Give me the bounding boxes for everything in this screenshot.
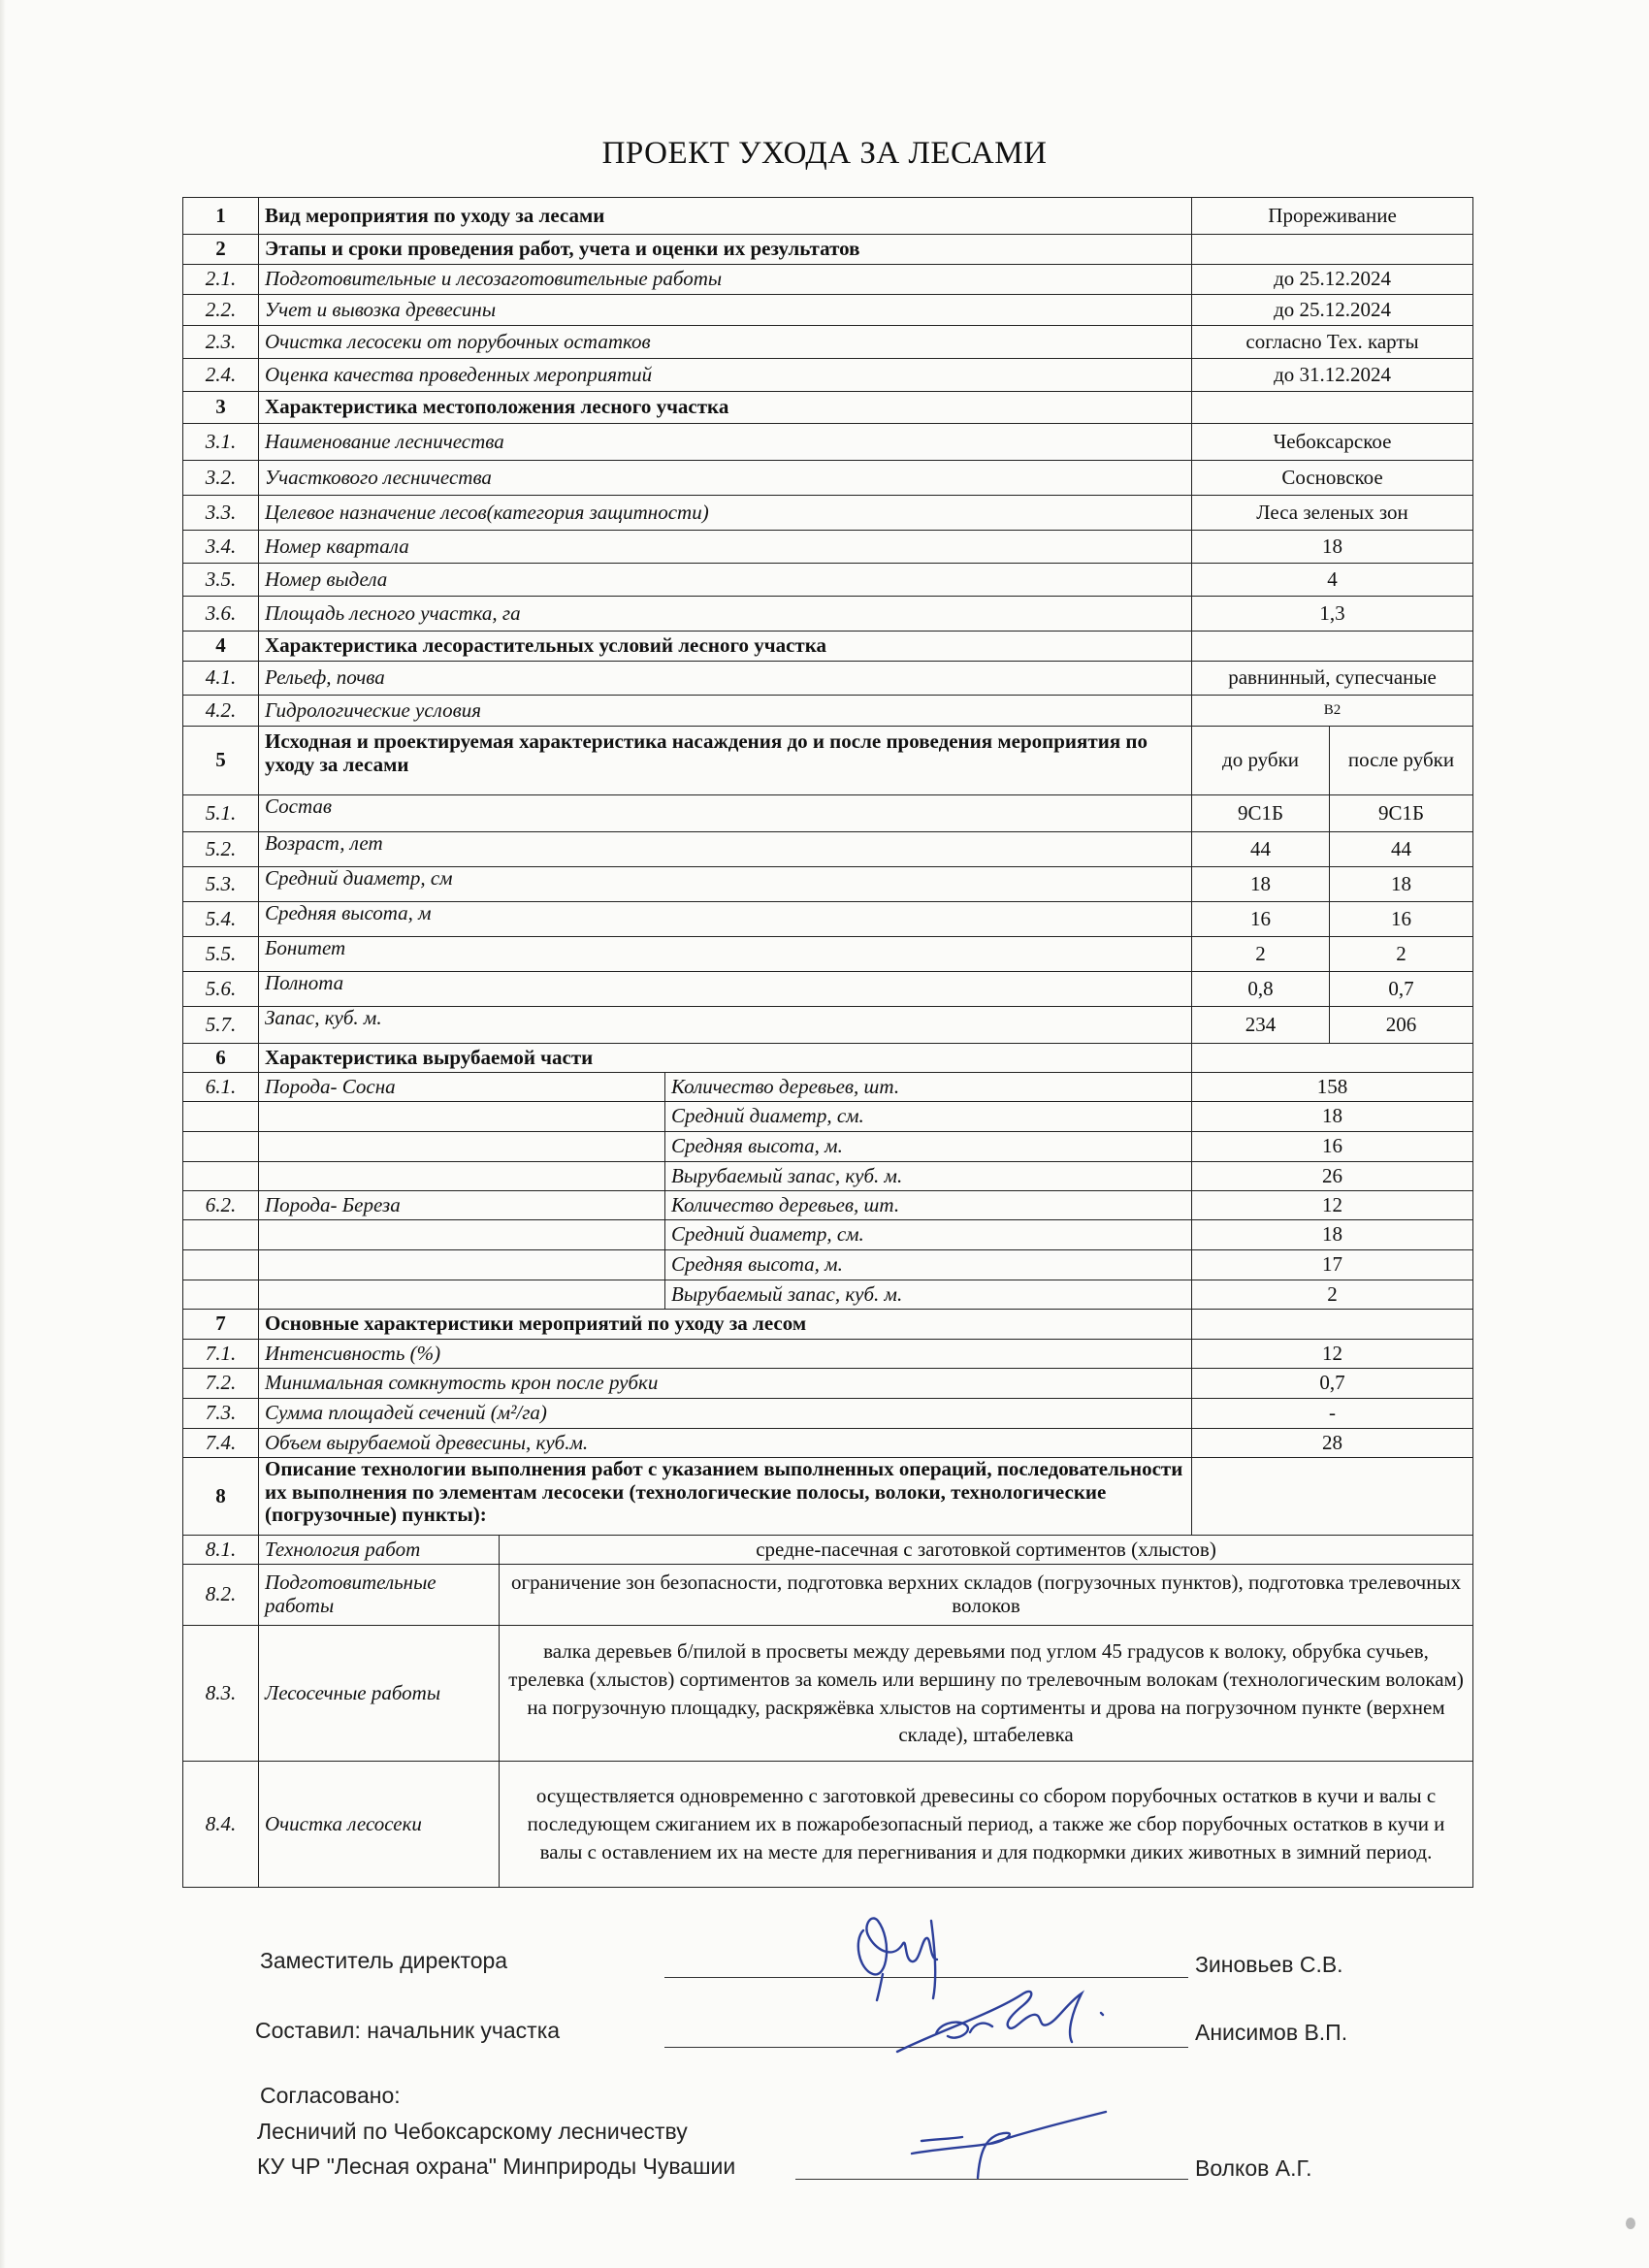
row-number: 4.1. <box>183 662 259 696</box>
row-number: 8 <box>183 1458 259 1536</box>
row-number: 5.5. <box>183 937 259 972</box>
row-6 <box>183 1044 1473 1073</box>
row-3-6 <box>183 597 1473 632</box>
before-value: 16 <box>1192 902 1330 937</box>
row-value: Прореживание <box>1192 198 1473 235</box>
row-5-3 <box>183 867 1473 902</box>
row-value: В2 <box>1192 696 1473 727</box>
row-number: 3 <box>183 392 259 424</box>
row-value <box>1192 392 1473 424</box>
row-label: Этапы и сроки проведения работ, учета и оценки их результатов <box>259 235 1192 265</box>
after-cutting-header: после рубки <box>1330 727 1473 795</box>
row-5-5 <box>183 937 1473 972</box>
row-number: 3.2. <box>183 461 259 496</box>
row-2-4 <box>183 359 1473 392</box>
row-number: 6.1. <box>183 1073 259 1102</box>
row-label: Состав <box>259 795 1192 832</box>
after-value: 18 <box>1330 867 1473 902</box>
row-label: Рельеф, почва <box>259 662 1192 696</box>
row-number: 2.1. <box>183 265 259 295</box>
row-number: 5.4. <box>183 902 259 937</box>
row-value: Чебоксарское <box>1192 424 1473 461</box>
row-value: Леса зеленых зон <box>1192 496 1473 531</box>
compiler-handwritten-signature <box>878 1974 1130 2066</box>
row-label: Учет и вывозка древесины <box>259 295 1192 326</box>
row-3-4 <box>183 531 1473 564</box>
row-3-3 <box>183 496 1473 531</box>
sub-value: 17 <box>1192 1250 1473 1280</box>
forester-handwritten-signature <box>902 2100 1116 2187</box>
row-7-4 <box>183 1429 1473 1458</box>
sub-label: Средняя высота, м. <box>665 1132 1192 1162</box>
row-5-2 <box>183 832 1473 867</box>
row-label: Описание технологии выполнения работ с указанием выполненных операций, последовательности их выполнения по элементам лесосеки (технологические полосы, волоки, технологические (погрузочные) пункты): <box>259 1458 1192 1536</box>
row-6-2-d <box>183 1280 1473 1310</box>
row-6-2-b <box>183 1220 1473 1250</box>
row-number: 5.1. <box>183 795 259 832</box>
row-label: Объем вырубаемой древесины, куб.м. <box>259 1429 1192 1458</box>
row-label: Минимальная сомкнутость крон после рубки <box>259 1369 1192 1399</box>
scan-edge <box>0 0 6 2268</box>
sub-label: Количество деревьев, шт. <box>665 1073 1192 1102</box>
row-label: Средний диаметр, см <box>259 867 1192 902</box>
row-value: 1,3 <box>1192 597 1473 632</box>
row-2-1 <box>183 265 1473 295</box>
sub-value: 12 <box>1192 1191 1473 1220</box>
sub-label: Средняя высота, м. <box>665 1250 1192 1280</box>
row-label: Технология работ <box>259 1536 500 1565</box>
row-number: 4 <box>183 632 259 662</box>
row-value: 28 <box>1192 1429 1473 1458</box>
row-label: Оценка качества проведенных мероприятий <box>259 359 1192 392</box>
row-number: 8.1. <box>183 1536 259 1565</box>
row-3-5 <box>183 564 1473 597</box>
row-value: 0,7 <box>1192 1369 1473 1399</box>
row-number: 3.1. <box>183 424 259 461</box>
row-4-2 <box>183 696 1473 727</box>
row-number: 7.4. <box>183 1429 259 1458</box>
row-number: 7.3. <box>183 1399 259 1429</box>
before-value: 9С1Б <box>1192 795 1330 832</box>
row-value: средне-пасечная с заготовкой сортиментов (хлыстов) <box>500 1536 1473 1565</box>
row-label: Гидрологические условия <box>259 696 1192 727</box>
row-number: 6 <box>183 1044 259 1073</box>
row-6-1 <box>183 1073 1473 1102</box>
row-label: Подготовительные работы <box>259 1565 500 1626</box>
row-7 <box>183 1310 1473 1340</box>
forest-care-table <box>182 197 1473 1888</box>
row-6-2 <box>183 1191 1473 1220</box>
row-number: 5.7. <box>183 1007 259 1044</box>
row-6-1-b <box>183 1102 1473 1132</box>
row-number: 5.6. <box>183 972 259 1007</box>
row-number: 8.4. <box>183 1762 259 1888</box>
row-6-1-d <box>183 1162 1473 1191</box>
row-3 <box>183 392 1473 424</box>
forester-position-line1: Лесничий по Чебоксарскому лесничеству <box>257 2119 688 2144</box>
row-value: 12 <box>1192 1340 1473 1369</box>
row-value <box>1192 1044 1473 1073</box>
row-value: 18 <box>1192 531 1473 564</box>
row-6-1-c <box>183 1132 1473 1162</box>
row-number: 5 <box>183 727 259 795</box>
row-number: 4.2. <box>183 696 259 727</box>
before-cutting-header: до рубки <box>1192 727 1330 795</box>
row-2 <box>183 235 1473 265</box>
agreed-label: Согласовано: <box>260 2083 401 2108</box>
row-label: Участкового лесничества <box>259 461 1192 496</box>
row-number: 5.2. <box>183 832 259 867</box>
after-value: 0,7 <box>1330 972 1473 1007</box>
row-value <box>1192 632 1473 662</box>
scan-speck <box>1626 2218 1635 2229</box>
sub-label: Вырубаемый запас, куб. м. <box>665 1162 1192 1191</box>
row-value: 4 <box>1192 564 1473 597</box>
row-number: 2.2. <box>183 295 259 326</box>
row-label: Очистка лесосеки <box>259 1762 500 1888</box>
row-label: Наименование лесничества <box>259 424 1192 461</box>
after-value: 16 <box>1330 902 1473 937</box>
compiler-title: Составил: начальник участка <box>255 2018 561 2043</box>
row-label: Средняя высота, м <box>259 902 1192 937</box>
after-value: 9С1Б <box>1330 795 1473 832</box>
row-label: Номер квартала <box>259 531 1192 564</box>
species-birch: Порода- Береза <box>259 1191 665 1220</box>
sub-label: Вырубаемый запас, куб. м. <box>665 1280 1192 1310</box>
row-number: 3.4. <box>183 531 259 564</box>
after-value: 2 <box>1330 937 1473 972</box>
row-value: до 25.12.2024 <box>1192 295 1473 326</box>
row-2-3 <box>183 326 1473 359</box>
row-7-1 <box>183 1340 1473 1369</box>
before-value: 18 <box>1192 867 1330 902</box>
row-label: Характеристика местоположения лесного участка <box>259 392 1192 424</box>
row-5 <box>183 727 1473 795</box>
row-number: 6.2. <box>183 1191 259 1220</box>
row-3-1 <box>183 424 1473 461</box>
row-number: 2.4. <box>183 359 259 392</box>
sub-value: 26 <box>1192 1162 1473 1191</box>
row-label: Площадь лесного участка, га <box>259 597 1192 632</box>
row-5-7 <box>183 1007 1473 1044</box>
row-2-2 <box>183 295 1473 326</box>
row-5-6 <box>183 972 1473 1007</box>
row-value: равнинный, супесчаные <box>1192 662 1473 696</box>
row-value <box>1192 1458 1473 1536</box>
row-8-1 <box>183 1536 1473 1565</box>
after-value: 206 <box>1330 1007 1473 1044</box>
row-label: Полнота <box>259 972 1192 1007</box>
sub-value: 18 <box>1192 1102 1473 1132</box>
sub-label: Средний диаметр, см. <box>665 1220 1192 1250</box>
row-label: Запас, куб. м. <box>259 1007 1192 1044</box>
deputy-director-title: Заместитель директора <box>260 1948 508 1973</box>
row-value: Сосновское <box>1192 461 1473 496</box>
row-number: 7.1. <box>183 1340 259 1369</box>
row-value: осуществляется одновременно с заготовкой древесины со сбором порубочных остатков в кучи и валы с последующем сжиганием их в пожаробезопасный период, а также же сбор порубочных остатков в кучи и валы с оставлением их на месте для перегнивания и для подкормки диких животных в зимний период. <box>500 1762 1473 1888</box>
row-number: 5.3. <box>183 867 259 902</box>
forester-name: Волков А.Г. <box>1195 2155 1312 2181</box>
row-label: Основные характеристики мероприятий по уходу за лесом <box>259 1310 1192 1340</box>
row-number: 2.3. <box>183 326 259 359</box>
row-label: Лесосечные работы <box>259 1626 500 1762</box>
row-label: Характеристика лесорастительных условий лесного участка <box>259 632 1192 662</box>
row-value: - <box>1192 1399 1473 1429</box>
species-pine: Порода- Сосна <box>259 1073 665 1102</box>
row-value <box>1192 235 1473 265</box>
after-value: 44 <box>1330 832 1473 867</box>
row-number: 7.2. <box>183 1369 259 1399</box>
row-label: Исходная и проектируемая характеристика насаждения до и после проведения мероприятия по уходу за лесами <box>259 727 1192 795</box>
page-title: ПРОЕКТ УХОДА ЗА ЛЕСАМИ <box>601 136 1048 171</box>
row-label: Очистка лесосеки от порубочных остатков <box>259 326 1192 359</box>
before-value: 44 <box>1192 832 1330 867</box>
row-value: согласно Тех. карты <box>1192 326 1473 359</box>
row-number: 2 <box>183 235 259 265</box>
sub-value: 18 <box>1192 1220 1473 1250</box>
row-8-2 <box>183 1565 1473 1626</box>
row-7-2 <box>183 1369 1473 1399</box>
deputy-director-name: Зиновьев С.В. <box>1195 1952 1343 1977</box>
before-value: 234 <box>1192 1007 1330 1044</box>
row-label: Вид мероприятия по уходу за лесами <box>259 198 1192 235</box>
row-number: 3.3. <box>183 496 259 531</box>
row-value: ограничение зон безопасности, подготовка верхних складов (погрузочных пунктов), подготовка трелевочных волоков <box>500 1565 1473 1626</box>
row-6-2-c <box>183 1250 1473 1280</box>
row-3-2 <box>183 461 1473 496</box>
sub-value: 16 <box>1192 1132 1473 1162</box>
row-5-1 <box>183 795 1473 832</box>
sub-value: 158 <box>1192 1073 1473 1102</box>
compiler-name: Анисимов В.П. <box>1195 2020 1348 2045</box>
row-4 <box>183 632 1473 662</box>
row-1 <box>183 198 1473 235</box>
row-value <box>1192 1310 1473 1340</box>
row-7-3 <box>183 1399 1473 1429</box>
row-5-4 <box>183 902 1473 937</box>
row-number: 3.6. <box>183 597 259 632</box>
forester-position-line2: КУ ЧР "Лесная охрана" Минприроды Чувашии <box>257 2154 736 2179</box>
row-4-1 <box>183 662 1473 696</box>
sub-label: Средний диаметр, см. <box>665 1102 1192 1132</box>
row-label: Характеристика вырубаемой части <box>259 1044 1192 1073</box>
sub-value: 2 <box>1192 1280 1473 1310</box>
row-label: Целевое назначение лесов(категория защитности) <box>259 496 1192 531</box>
row-label: Интенсивность (%) <box>259 1340 1192 1369</box>
row-label: Подготовительные и лесозаготовительные работы <box>259 265 1192 295</box>
row-number: 7 <box>183 1310 259 1340</box>
row-label: Бонитет <box>259 937 1192 972</box>
row-number: 3.5. <box>183 564 259 597</box>
row-label: Номер выдела <box>259 564 1192 597</box>
row-value: до 31.12.2024 <box>1192 359 1473 392</box>
row-8 <box>183 1458 1473 1536</box>
row-value: до 25.12.2024 <box>1192 265 1473 295</box>
row-value: валка деревьев б/пилой в просветы между деревьями под углом 45 градусов к волоку, обрубка сучьев, трелевка (хлыстов) сортиментов за комель или вершину по трелевочным волокам (технологическим волокам) на погрузочную площадку, раскряжёвка хлыстов на сортименты и дрова на погрузочном пункте (верхнем складе), штабелевка <box>500 1626 1473 1762</box>
row-label: Сумма площадей сечений (м²/га) <box>259 1399 1192 1429</box>
row-number: 8.2. <box>183 1565 259 1626</box>
row-number: 1 <box>183 198 259 235</box>
sub-label: Количество деревьев, шт. <box>665 1191 1192 1220</box>
row-8-4 <box>183 1762 1473 1888</box>
row-number: 8.3. <box>183 1626 259 1762</box>
before-value: 0,8 <box>1192 972 1330 1007</box>
before-value: 2 <box>1192 937 1330 972</box>
row-8-3 <box>183 1626 1473 1762</box>
row-label: Возраст, лет <box>259 832 1192 867</box>
